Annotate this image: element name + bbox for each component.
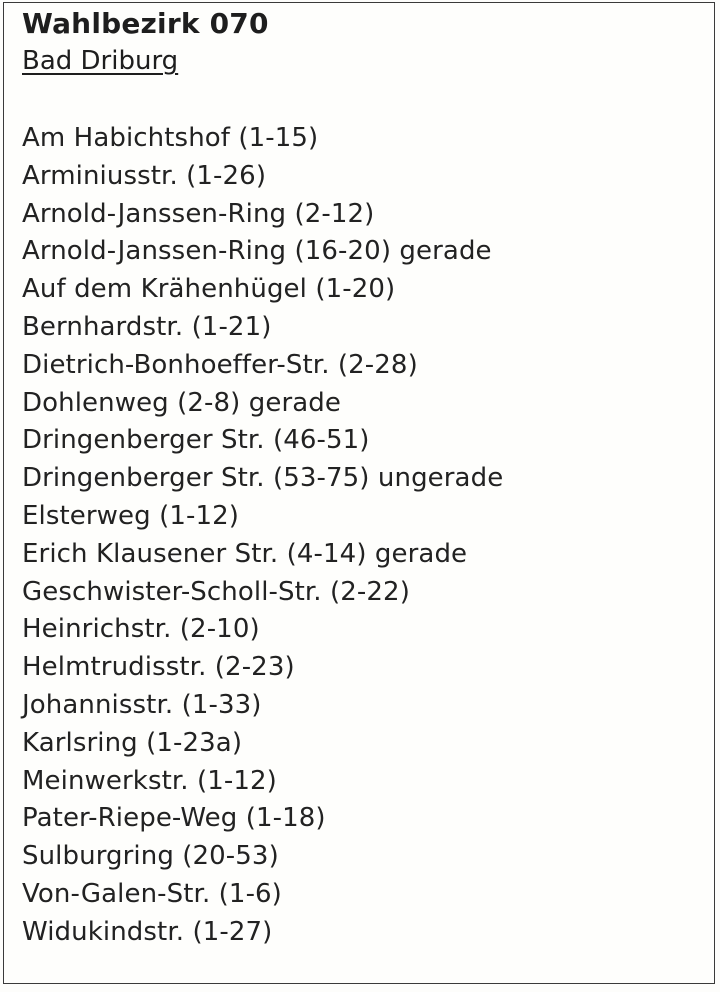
list-item: Dietrich-Bonhoeffer-Str. (2-28) [22, 349, 418, 380]
city-subtitle: Bad Driburg [22, 46, 179, 76]
list-item: Meinwerkstr. (1-12) [22, 765, 277, 796]
list-item: Erich Klausener Str. (4-14) gerade [22, 538, 468, 569]
list-item: Widukindstr. (1-27) [22, 916, 273, 947]
list-item: Arnold-Janssen-Ring (16-20) gerade [22, 236, 492, 267]
list-item: Arminiusstr. (1-26) [22, 160, 267, 191]
document-page [3, 2, 715, 984]
list-item: Johannisstr. (1-33) [22, 689, 262, 720]
list-item: Elsterweg (1-12) [22, 500, 240, 531]
list-item: Am Habichtshof (1-15) [22, 123, 319, 153]
list-item: Auf dem Krähenhügel (1-20) [22, 274, 396, 305]
list-item: Von-Galen-Str. (1-6) [22, 878, 282, 909]
list-item: Heinrichstr. (2-10) [22, 614, 260, 645]
list-item: Dringenberger Str. (53-75) ungerade [22, 463, 504, 494]
list-item: Dohlenweg (2-8) gerade [22, 387, 341, 418]
list-item: Helmtrudisstr. (2-23) [22, 652, 295, 683]
list-item: Geschwister-Scholl-Str. (2-22) [22, 576, 410, 607]
list-item: Dringenberger Str. (46-51) [22, 425, 370, 456]
street-list [22, 120, 503, 952]
list-item: Karlsring (1-23a) [22, 727, 243, 758]
list-item: Arnold-Janssen-Ring (2-12) [22, 198, 375, 229]
list-item: Sulburgring (20-53) [22, 841, 279, 872]
district-title: Wahlbezirk 070 [22, 7, 269, 40]
list-item: Pater-Riepe-Weg (1-18) [22, 803, 326, 834]
list-item: Bernhardstr. (1-21) [22, 311, 272, 342]
document-header [22, 5, 269, 79]
